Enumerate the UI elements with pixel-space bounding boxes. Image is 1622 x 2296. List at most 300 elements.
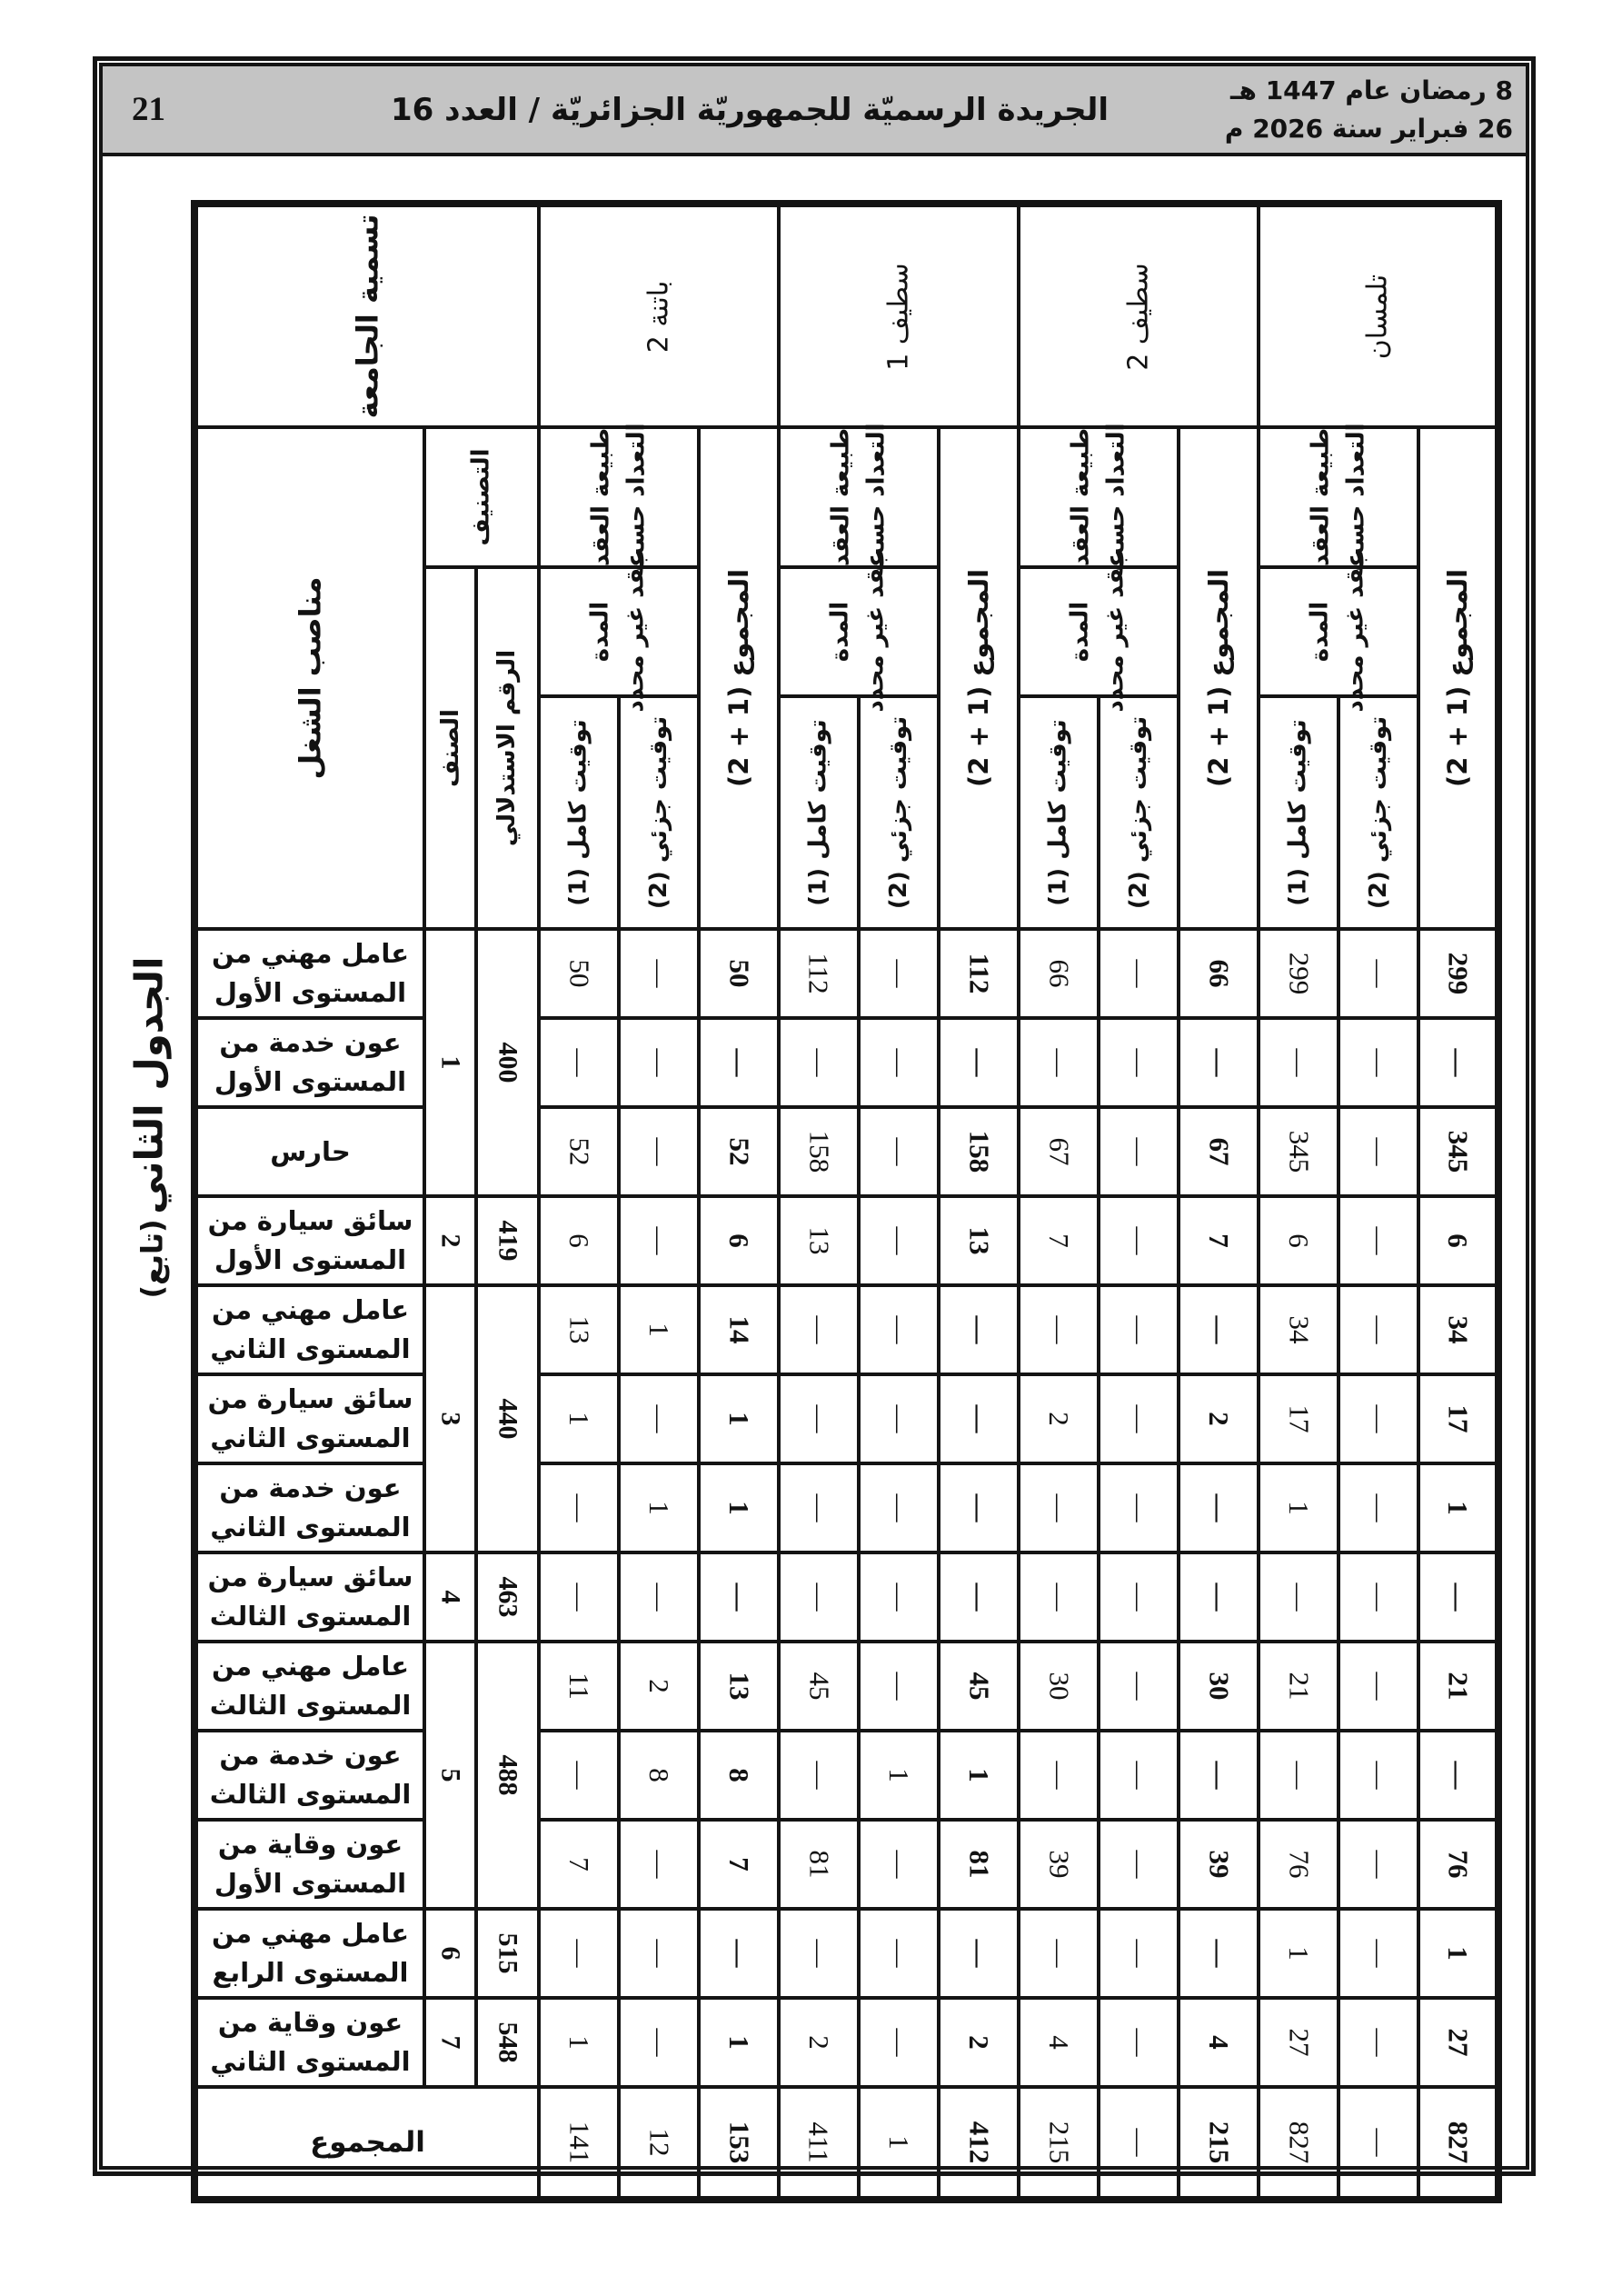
cell-value: 76 <box>1442 1850 1475 1879</box>
contract-line2: المدة <box>1307 601 1335 663</box>
job-label-line: المستوى الثاني <box>210 2046 411 2077</box>
cell-value: — <box>1043 1315 1076 1344</box>
header-grand-total-batna2: المجموع (1 + 2) <box>699 427 779 929</box>
total-value-cell <box>939 1642 1019 1731</box>
job-label-line: المستوى الرابع <box>212 1957 409 1988</box>
table-row <box>194 1018 1498 1107</box>
masthead <box>103 66 1526 156</box>
total-value-cell <box>939 1731 1019 1820</box>
job-label-line: حارس <box>270 1135 351 1167</box>
cell-value: — <box>963 1582 996 1612</box>
value-cell <box>1019 1285 1099 1374</box>
cell-value: 67 <box>1043 1137 1076 1166</box>
value-cell <box>779 1196 859 1285</box>
value-cell <box>539 2087 619 2200</box>
cell-value: 158 <box>963 1130 996 1173</box>
value-cell <box>1099 1998 1179 2087</box>
job-label-line: عامل مهني من <box>211 1294 410 1325</box>
cell-value: — <box>1363 1939 1396 1968</box>
value-cell <box>1019 1018 1099 1107</box>
cell-value: — <box>1203 1761 1236 1790</box>
value-cell <box>1338 1107 1418 1196</box>
header-parttime-setif2: توقيت جزئي (2) <box>1099 696 1179 929</box>
index-number-cell <box>476 929 539 1196</box>
total-value-cell <box>1179 1820 1259 1909</box>
job-label-line: المستوى الأول <box>214 1066 407 1097</box>
value-cell <box>1019 1731 1099 1820</box>
totals-value: 12 <box>643 2128 676 2157</box>
header-fulltime-tlemcen: توقيت كامل (1) <box>1259 696 1338 929</box>
value-cell <box>779 1018 859 1107</box>
cell-value: — <box>883 1672 916 1701</box>
cell-value: — <box>1123 1315 1156 1344</box>
total-value-cell <box>939 1909 1019 1998</box>
cell-value: 66 <box>1203 959 1236 988</box>
cell-value: — <box>1442 1582 1475 1612</box>
job-label <box>194 1998 424 2087</box>
cell-value: — <box>1363 1137 1396 1166</box>
value-cell <box>619 1552 699 1642</box>
value-cell <box>539 1820 619 1909</box>
cell-value: 8 <box>723 1768 756 1782</box>
value-cell <box>1259 1731 1338 1820</box>
index-number-cell <box>476 1196 539 1285</box>
totals-row <box>194 2087 1498 2200</box>
cell-value: 8 <box>643 1768 676 1782</box>
header-fulltime-setif2: توقيت كامل (1) <box>1019 696 1099 929</box>
cell-value: — <box>1363 1315 1396 1344</box>
total-value-cell <box>699 1018 779 1107</box>
value-cell <box>859 1285 939 1374</box>
cell-value: 1 <box>1442 1501 1475 1515</box>
cell-value: 13 <box>563 1315 596 1344</box>
total-value-cell <box>1418 929 1498 1018</box>
job-label-line: عون خدمة من <box>219 1740 402 1771</box>
table-row <box>194 1463 1498 1552</box>
cell-value: 2 <box>963 2035 996 2050</box>
cell-value: — <box>1043 1048 1076 1077</box>
cell-value: — <box>803 1493 836 1522</box>
job-label-line: سائق سيارة من <box>207 1383 413 1414</box>
value-cell <box>1099 1463 1179 1552</box>
job-label-line: المستوى الثاني <box>210 1333 411 1364</box>
header-university-name: تسمية الجامعة <box>194 204 539 427</box>
value-cell <box>1259 1196 1338 1285</box>
cell-value: 11 <box>563 1672 596 1700</box>
value-cell <box>1099 1642 1179 1731</box>
total-value-cell <box>1179 1196 1259 1285</box>
header-contract-setif1 <box>779 551 939 713</box>
job-label-line: سائق سيارة من <box>207 1205 413 1236</box>
total-value-cell <box>1418 1552 1498 1642</box>
value-cell <box>1019 1463 1099 1552</box>
contract-line1: عقد غير محدد <box>862 551 891 713</box>
header-fulltime-batna2: توقيت كامل (1) <box>539 696 619 929</box>
total-value-cell <box>1179 1998 1259 2087</box>
total-value-cell <box>939 1107 1019 1196</box>
value-cell <box>859 1374 939 1463</box>
cell-value: — <box>1123 1226 1156 1255</box>
table-continued-sidebar <box>107 936 191 1318</box>
cell-value: 112 <box>963 953 996 994</box>
category-cell <box>424 929 476 1196</box>
job-label <box>194 1285 424 1374</box>
cell-value: 345 <box>1283 1130 1316 1173</box>
cell-value: — <box>643 1226 676 1255</box>
totals-value: 215 <box>1203 2121 1236 2164</box>
value-cell <box>1019 1196 1099 1285</box>
total-value-cell <box>939 1374 1019 1463</box>
census-line2: طبيعة العقد <box>587 427 615 567</box>
value-cell <box>1259 929 1338 1018</box>
cell-value: — <box>883 2028 916 2057</box>
cell-value: — <box>563 1048 596 1077</box>
cell-value: — <box>643 1404 676 1433</box>
total-value-cell <box>1418 1374 1498 1463</box>
header-grand-total-setif1: المجموع (1 + 2) <box>939 427 1019 929</box>
cell-value: 1 <box>1283 1946 1316 1961</box>
total-value-cell <box>1179 1463 1259 1552</box>
cell-value: 13 <box>803 1226 836 1255</box>
total-value-cell <box>1179 1909 1259 1998</box>
value-cell <box>619 929 699 1018</box>
value-cell <box>859 1731 939 1820</box>
cell-value: 7 <box>1203 1233 1236 1248</box>
header-index-number: الرقم الاستدلالي <box>476 567 539 929</box>
value-cell <box>539 1285 619 1374</box>
census-line2: طبيعة العقد <box>1067 427 1095 567</box>
census-line1: التعداد حسب <box>862 423 891 572</box>
value-cell <box>1019 2087 1099 2200</box>
value-cell <box>859 1552 939 1642</box>
table-row <box>194 929 1498 1018</box>
cell-value: 7 <box>723 1857 756 1872</box>
cell-value: 27 <box>1283 2028 1316 2057</box>
job-label-line: المستوى الثاني <box>210 1423 411 1453</box>
cell-value: 1 <box>1442 1946 1475 1961</box>
totals-value: — <box>1363 2128 1396 2157</box>
value-cell <box>539 1196 619 1285</box>
totals-value: 827 <box>1283 2121 1316 2164</box>
table-row <box>194 1196 1498 1285</box>
cell-value: 299 <box>1442 952 1475 995</box>
value-cell <box>1019 1820 1099 1909</box>
cell-value: 13 <box>963 1226 996 1255</box>
contract-line1: عقد غير محدد <box>1342 551 1370 713</box>
total-value-cell <box>699 2087 779 2200</box>
page-number: 21 <box>132 91 165 128</box>
cell-value: — <box>1123 2028 1156 2057</box>
total-value-cell <box>1418 1463 1498 1552</box>
issue-dates <box>1159 72 1526 148</box>
value-cell <box>1338 1731 1418 1820</box>
table-row <box>194 1552 1498 1642</box>
value-cell <box>619 1642 699 1731</box>
job-label <box>194 1731 424 1820</box>
header-fulltime-setif1: توقيت كامل (1) <box>779 696 859 929</box>
cell-value: — <box>643 1582 676 1612</box>
totals-value: 153 <box>723 2121 756 2164</box>
value-cell <box>1259 1642 1338 1731</box>
cell-value: 7 <box>1043 1233 1076 1248</box>
job-label <box>194 1374 424 1463</box>
value-cell <box>1338 1998 1418 2087</box>
index-number-value: 400 <box>493 1042 523 1083</box>
value-cell <box>619 1731 699 1820</box>
cell-value: — <box>883 1582 916 1612</box>
total-value-cell <box>1418 1731 1498 1820</box>
table-row <box>194 1998 1498 2087</box>
cell-value: 52 <box>723 1137 756 1166</box>
cell-value: — <box>803 1761 836 1790</box>
value-cell <box>539 1374 619 1463</box>
job-label-line: عون وقاية من <box>217 2007 403 2038</box>
table-row <box>194 1285 1498 1374</box>
category-cell <box>424 1552 476 1642</box>
value-cell <box>619 1018 699 1107</box>
cell-value: — <box>883 1226 916 1255</box>
cell-value: — <box>1363 1226 1396 1255</box>
total-value-cell <box>1179 929 1259 1018</box>
category-cell <box>424 1998 476 2087</box>
index-number-value: 548 <box>493 2021 523 2063</box>
value-cell <box>1338 1463 1418 1552</box>
value-cell <box>619 1463 699 1552</box>
census-line1: التعداد حسب <box>1342 423 1370 572</box>
totals-value: 411 <box>803 2121 836 2163</box>
value-cell <box>619 1909 699 1998</box>
cell-value: 1 <box>563 1412 596 1426</box>
cell-value: — <box>563 1582 596 1612</box>
value-cell <box>539 1018 619 1107</box>
total-value-cell <box>1418 1909 1498 1998</box>
census-line1: التعداد حسب <box>1102 423 1130 572</box>
total-value-cell <box>699 1463 779 1552</box>
value-cell <box>1259 1552 1338 1642</box>
job-label <box>194 1463 424 1552</box>
total-value-cell <box>939 1552 1019 1642</box>
job-label <box>194 1642 424 1731</box>
cell-value: — <box>1043 1582 1076 1612</box>
value-cell <box>1338 929 1418 1018</box>
header-parttime-tlemcen: توقيت جزئي (2) <box>1338 696 1418 929</box>
value-cell <box>779 1463 859 1552</box>
value-cell <box>1099 1731 1179 1820</box>
job-label <box>194 1196 424 1285</box>
value-cell <box>779 1731 859 1820</box>
cell-value: — <box>883 1315 916 1344</box>
index-number-cell <box>476 1642 539 1909</box>
cell-value: — <box>723 1939 756 1968</box>
cell-value: — <box>1123 1048 1156 1077</box>
value-cell <box>779 1285 859 1374</box>
cell-value: — <box>803 1315 836 1344</box>
total-value-cell <box>939 1820 1019 1909</box>
value-cell <box>1099 1909 1179 1998</box>
cell-value: — <box>643 959 676 988</box>
category-cell <box>424 1642 476 1909</box>
census-line2: طبيعة العقد <box>827 427 855 567</box>
census-line1: التعداد حسب <box>622 423 651 572</box>
header-parttime-batna2: توقيت جزئي (2) <box>619 696 699 929</box>
cell-value: — <box>1203 1493 1236 1522</box>
value-cell <box>1338 1820 1418 1909</box>
value-cell <box>1338 1552 1418 1642</box>
value-cell <box>619 1374 699 1463</box>
value-cell <box>859 1998 939 2087</box>
cell-value: — <box>1442 1761 1475 1790</box>
value-cell <box>779 1552 859 1642</box>
total-value-cell <box>939 1463 1019 1552</box>
cell-value: 14 <box>723 1315 756 1344</box>
cell-value: — <box>1363 2028 1396 2057</box>
job-label <box>194 929 424 1018</box>
value-cell <box>1019 1107 1099 1196</box>
header-grand-total-setif2: المجموع (1 + 2) <box>1179 427 1259 929</box>
cell-value: — <box>803 1582 836 1612</box>
total-value-cell <box>939 2087 1019 2200</box>
value-cell <box>619 1196 699 1285</box>
value-cell <box>619 1820 699 1909</box>
cell-value: — <box>1203 1939 1236 1968</box>
value-cell <box>1259 1107 1338 1196</box>
cell-value: — <box>563 1493 596 1522</box>
job-label-line: عون خدمة من <box>219 1472 402 1503</box>
value-cell <box>1019 929 1099 1018</box>
cell-value: 66 <box>1043 959 1076 988</box>
value-cell <box>619 2087 699 2200</box>
total-value-cell <box>1418 1998 1498 2087</box>
job-label <box>194 1552 424 1642</box>
cell-value: — <box>1363 1493 1396 1522</box>
cell-value: — <box>883 1404 916 1433</box>
index-number-cell <box>476 1909 539 1998</box>
cell-value: 34 <box>1283 1315 1316 1344</box>
index-number-value: 488 <box>493 1754 523 1796</box>
cell-value: — <box>963 1048 996 1077</box>
table-row <box>194 1909 1498 1998</box>
category-value: 4 <box>435 1590 466 1604</box>
cell-value: 158 <box>803 1130 836 1173</box>
value-cell <box>539 1909 619 1998</box>
cell-value: — <box>643 1137 676 1166</box>
value-cell <box>1259 1018 1338 1107</box>
cell-value: — <box>963 1404 996 1433</box>
job-label-line: عامل مهني من <box>211 1918 410 1949</box>
value-cell <box>1338 1374 1418 1463</box>
totals-value: 215 <box>1043 2121 1076 2164</box>
cell-value: — <box>803 1404 836 1433</box>
value-cell <box>539 929 619 1018</box>
cell-value: 1 <box>723 1501 756 1515</box>
cell-value: — <box>1363 1761 1396 1790</box>
value-cell <box>1099 1018 1179 1107</box>
cell-value: — <box>1123 1404 1156 1433</box>
cell-value: — <box>1043 1761 1076 1790</box>
cell-value: — <box>883 1850 916 1879</box>
index-number-value: 440 <box>493 1398 523 1440</box>
cell-value: — <box>1123 1939 1156 1968</box>
cell-value: — <box>1123 1672 1156 1701</box>
census-line2: طبيعة العقد <box>1307 427 1335 567</box>
category-cell <box>424 1909 476 1998</box>
cell-value: — <box>803 1048 836 1077</box>
value-cell <box>1099 929 1179 1018</box>
cell-value: — <box>883 959 916 988</box>
value-cell <box>859 1196 939 1285</box>
cell-value: 1 <box>723 2035 756 2050</box>
total-value-cell <box>1418 1196 1498 1285</box>
cell-value: — <box>1363 959 1396 988</box>
cell-value: — <box>723 1048 756 1077</box>
job-label-line: المستوى الثالث <box>209 1601 412 1632</box>
cell-value: — <box>1283 1761 1316 1790</box>
job-label-line: سائق سيارة من <box>207 1562 413 1592</box>
value-cell <box>1019 1552 1099 1642</box>
value-cell <box>1099 1552 1179 1642</box>
job-label-line: المستوى الثالث <box>209 1779 412 1810</box>
header-uni-batna2: باتنة 2 <box>539 204 779 427</box>
total-value-cell <box>699 929 779 1018</box>
contract-line1: عقد غير محدد <box>1102 551 1130 713</box>
cell-value: — <box>963 1939 996 1968</box>
cell-value: 21 <box>1283 1672 1316 1701</box>
value-cell <box>859 1018 939 1107</box>
value-cell <box>779 929 859 1018</box>
category-value: 3 <box>435 1412 466 1426</box>
totals-value: 1 <box>883 2135 916 2150</box>
cell-value: 39 <box>1203 1850 1236 1879</box>
totals-value: 141 <box>563 2121 596 2164</box>
total-value-cell <box>1418 1820 1498 1909</box>
value-cell <box>859 1463 939 1552</box>
cell-value: — <box>883 1048 916 1077</box>
cell-value: 67 <box>1203 1137 1236 1166</box>
value-cell <box>539 1998 619 2087</box>
value-cell <box>779 1820 859 1909</box>
cell-value: 1 <box>1283 1501 1316 1515</box>
cell-value: — <box>1123 1582 1156 1612</box>
total-value-cell <box>1418 1018 1498 1107</box>
value-cell <box>1338 1196 1418 1285</box>
value-cell <box>859 929 939 1018</box>
value-cell <box>779 1107 859 1196</box>
cell-value: — <box>1363 1672 1396 1701</box>
cell-value: 345 <box>1442 1130 1475 1173</box>
category-value: 6 <box>435 1946 466 1961</box>
value-cell <box>1338 1909 1418 1998</box>
total-value-cell <box>1179 1552 1259 1642</box>
cell-value: 299 <box>1283 952 1316 995</box>
total-value-cell <box>699 1196 779 1285</box>
value-cell <box>1099 1196 1179 1285</box>
category-value: 2 <box>435 1233 466 1248</box>
header-contract-tlemcen <box>1259 551 1418 713</box>
value-cell <box>1338 1642 1418 1731</box>
cell-value: — <box>1283 1048 1316 1077</box>
total-value-cell <box>939 1018 1019 1107</box>
table-row <box>194 1820 1498 1909</box>
header-census-setif1 <box>779 423 939 572</box>
value-cell <box>619 1285 699 1374</box>
header-grand-total-tlemcen: المجموع (1 + 2) <box>1418 427 1498 929</box>
journal-title: الجريدة الرسميّة للجمهوريّة الجزائريّة / العدد 16 <box>390 91 1109 128</box>
value-cell <box>1259 1909 1338 1998</box>
header-classification: التصنيف <box>424 427 539 567</box>
value-cell <box>779 2087 859 2200</box>
cell-value: — <box>803 1939 836 1968</box>
cell-value: 2 <box>1203 1412 1236 1426</box>
